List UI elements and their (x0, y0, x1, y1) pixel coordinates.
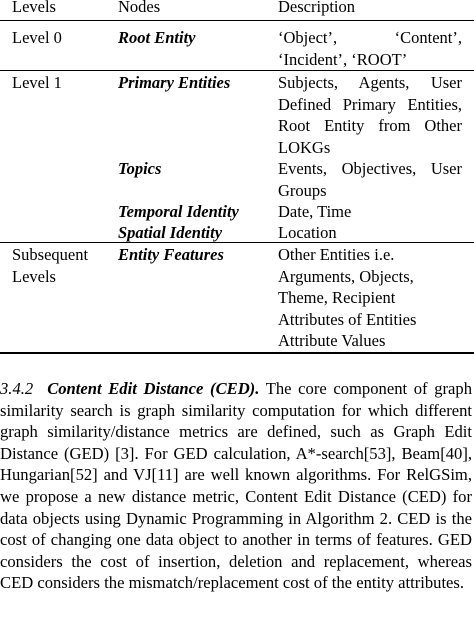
table-bottom-rule (0, 352, 474, 354)
row-desc-spatial-identity: Location (278, 223, 337, 242)
section-body (0, 378, 472, 594)
row-rule-2 (0, 242, 474, 243)
row-desc-topics: Events, Objectives, User Groups (278, 159, 462, 200)
row-desc-entity-features: Other Entities i.e. Arguments, Objects, Theme, Recipient Attributes of Entities Attribute Values (278, 245, 417, 351)
section-number: 3.4.2 (0, 379, 34, 398)
row-node-spatial-identity: Spatial Identity (118, 223, 223, 242)
row-desc-root-entity: ‘Object’, ‘Content’, ‘Incident’, ‘ROOT’ (278, 28, 462, 69)
row-level-subsequent: Subsequent Levels (12, 245, 89, 286)
row-node-root-entity: Root Entity (118, 28, 196, 47)
row-node-topics: Topics (118, 159, 162, 178)
row-node-primary-entities: Primary Entities (118, 73, 231, 92)
header-nodes: Nodes (118, 0, 161, 16)
row-level-0: Level 0 (12, 28, 62, 47)
row-desc-temporal-identity: Date, Time (278, 202, 352, 221)
row-node-entity-features: Entity Features (118, 245, 224, 264)
section-title: Content Edit Distance (CED). (47, 379, 260, 398)
row-node-temporal-identity: Temporal Identity (118, 202, 239, 221)
header-description: Description (278, 0, 355, 16)
row-desc-primary-entities: Subjects, Agents, User Defined Primary Entities, Root Entity from Other LOKGs (278, 73, 462, 157)
row-rule-1 (0, 70, 474, 71)
section-text: The core component of graph similarity search is graph similarity computation for which different graph similarity/distance metrics are defined, such as Graph Edit Distance (GED) [3]. For GED calculation, A*-search[53], Beam[40], Hungarian[52] and VJ[11] are well known algorithms. For RelGSim, we propose a new distance metric, Content Edit Distance (CED) for data objects using Dynamic Programming in Algorithm 2. CED is the cost of changing one data object to another in terms of features. GED considers the cost of insertion, deletion and replacement, whereas CED considers the mismatch/replacement cost of the entity attributes. (0, 379, 472, 593)
header-levels: Levels (12, 0, 56, 16)
section-paragraph (0, 378, 472, 594)
header-rule (0, 20, 474, 21)
row-level-1: Level 1 (12, 73, 62, 92)
